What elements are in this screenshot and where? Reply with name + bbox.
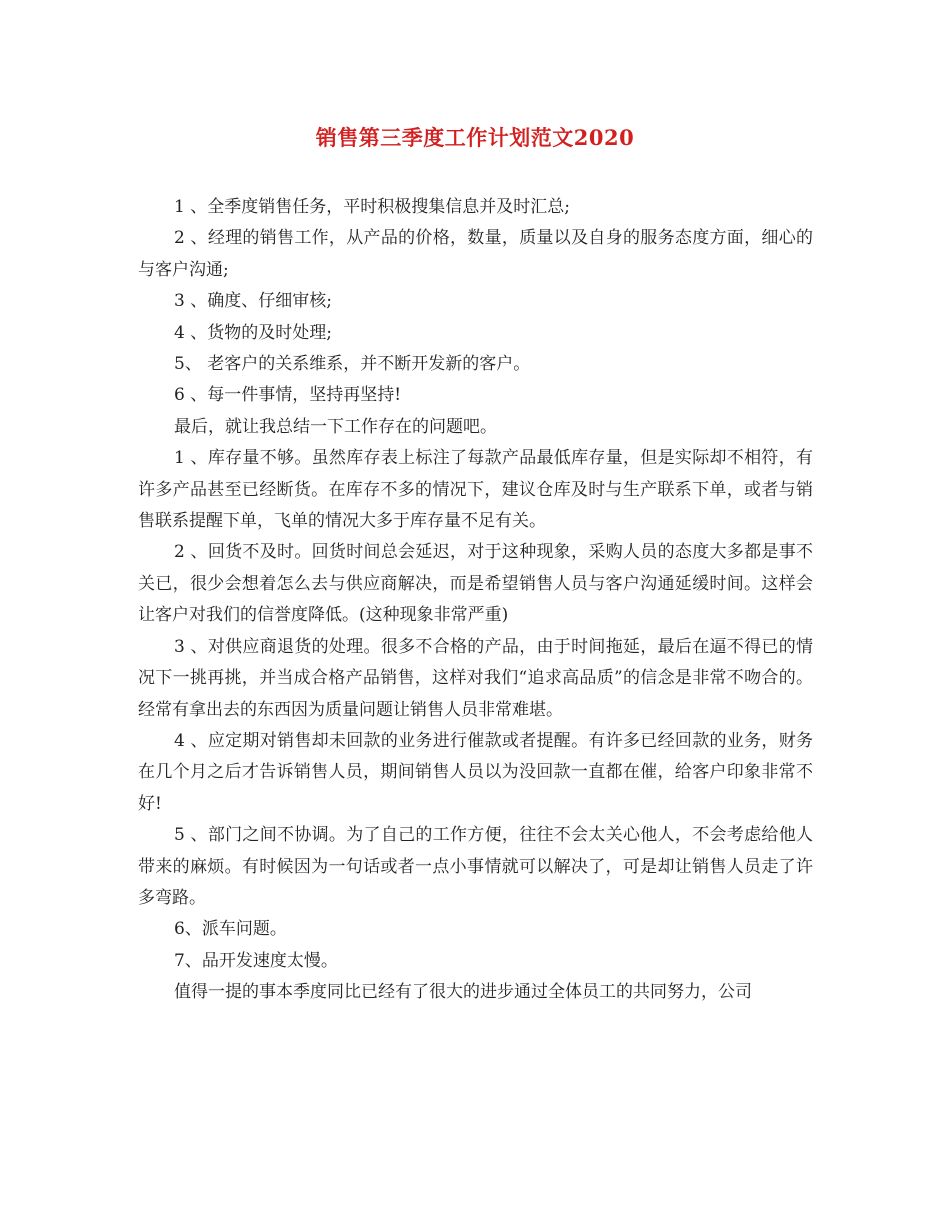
paragraph-10: 3 、对供应商退货的处理。很多不合格的产品，由于时间拖延，最后在逼不得已的情况下一挑再挑，并当成合格产品销售，这样对我们“追求高品质”的信念是非常不吻合的。经常有拿出去的东西因为质量问题让销售人员非常难堪。 [138, 636, 813, 720]
paragraph-8: 1 、库存量不够。虽然库存表上标注了每款产品最低库存量，但是实际却不相符，有许多产品甚至已经断货。在库存不多的情况下，建议仓库及时与生产联系下单，或者与销售联系提醒下单，飞单的情况大多于库存量不足有关。 [138, 448, 813, 532]
paragraph-14: 7、品开发速度太慢。 [174, 950, 338, 971]
paragraph-5: 5、 老客户的关系维系，并不断开发新的客户。 [174, 354, 531, 375]
paragraph-2: 2 、经理的销售工作，从产品的价格，数量，质量以及自身的服务态度方面，细心的与客户沟通; [138, 228, 813, 280]
paragraph-15: 值得一提的事本季度同比已经有了很大的进步通过全体员工的共同努力，公司 [174, 982, 752, 1003]
paragraph-9: 2 、回货不及时。回货时间总会延迟，对于这种现象，采购人员的态度大多都是事不关已，很少会想着怎么去与供应商解决，而是希望销售人员与客户沟通延缓时间。这样会让客户对我们的信誉度降低。(这种现象非常严重) [138, 542, 813, 626]
paragraph-12: 5 、部门之间不协调。为了自己的工作方便，往往不会太关心他人，不会考虑给他人带来的麻烦。有时候因为一句话或者一点小事情就可以解决了，可是却让销售人员走了许多弯路。 [138, 825, 813, 908]
document-body [138, 192, 813, 1009]
paragraph-4: 4 、货物的及时处理; [174, 322, 332, 343]
paragraph-11: 4 、应定期对销售却未回款的业务进行催款或者提醒。有许多已经回款的业务，财务在几个月之后才告诉销售人员，期间销售人员以为没回款一直都在催，给客户印象非常不好! [138, 730, 813, 814]
document-title: 销售第三季度工作计划范文2020 [315, 125, 635, 150]
paragraph-7: 最后，就让我总结一下工作存在的问题吧。 [174, 416, 497, 437]
paragraph-6: 6 、每一件事情，坚持再坚持! [174, 385, 402, 406]
paragraph-1: 1 、全季度销售任务，平时积极搜集信息并及时汇总; [174, 197, 570, 217]
paragraph-3: 3 、确度、仔细审核; [174, 291, 332, 312]
paragraph-13: 6、派车问题。 [174, 919, 287, 940]
